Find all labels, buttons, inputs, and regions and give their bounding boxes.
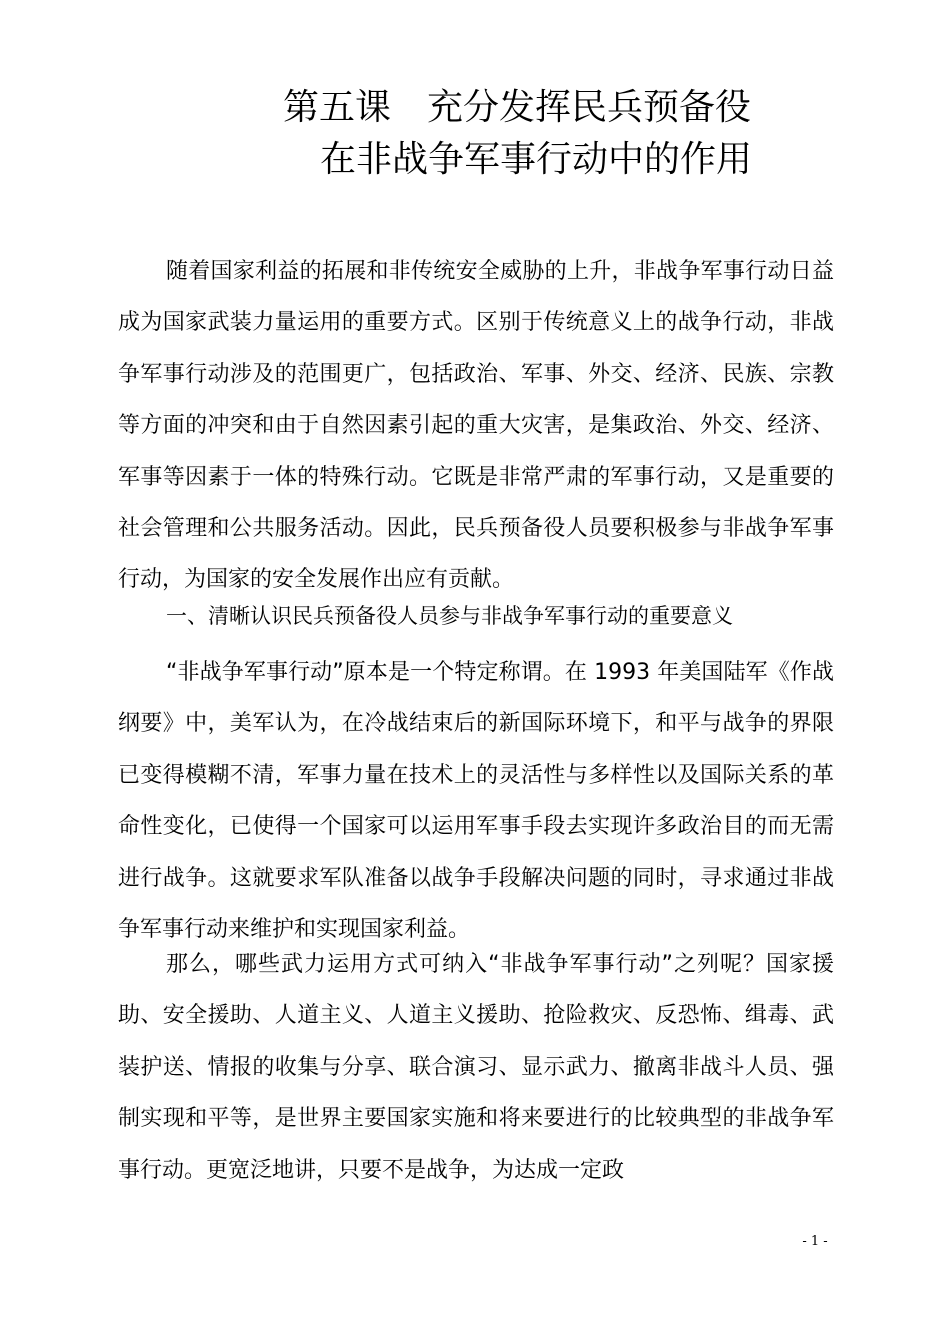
paragraph-intro: 随着国家利益的拓展和非传统安全威胁的上升，非战争军事行动日益成为国家武装力量运用的重要方式。区别于传统意义上的战争行动，非战争军事行动涉及的范围更广，包括政治、军事、外交、经济、民族、宗教等方面的冲突和由于自然因素引起的重大灾害，是集政治、外交、经济、军事等因素于一体的特殊行动。它既是非常严肃的军事行动，又是重要的社会管理和公共服务活动。因此，民兵预备役人员要积极参与非战争军事行动，为国家的安全发展作出应有贡献。 xyxy=(118,259,834,593)
page-number xyxy=(0,1234,950,1249)
paragraph-examples: 那么，哪些武力运用方式可纳入“非战争军事行动”之列呢？国家援助、安全援助、人道主义、人道主义援助、抢险救灾、反恐怖、缉毒、武装护送、情报的收集与分享、联合演习、显示武力、撤离非战斗人员、强制实现和平等，是世界主要国家实施和将来要进行的比较典型的非战争军事行动。更宽泛地讲，只要不是战争，为达成一定政 xyxy=(118,952,834,1183)
page-title-line-2: 在非战争军事行动中的作用 xyxy=(320,139,753,180)
section-heading: 一、清晰认识民兵预备役人员参与非战争军事行动的重要意义 xyxy=(166,604,733,628)
paragraph-definition: “非战争军事行动”原本是一个特定称谓。在 1993 年美国陆军《作战纲要》中，美军认为，在冷战结束后的新国际环境下，和平与战争的界限已变得模糊不清，军事力量在技术上的灵活性与多样性以及国际关系的革命性变化，已使得一个国家可以运用军事手段去实现许多政治目的而无需进行战争。这就要求军队准备以战争手段解决问题的同时，寻求通过非战争军事行动来维护和实现国家利益。 xyxy=(118,660,834,943)
page-title-line-1: 第五课 充分发挥民兵预备役 xyxy=(283,87,752,128)
page-number-text: - 1 - xyxy=(802,1234,828,1249)
